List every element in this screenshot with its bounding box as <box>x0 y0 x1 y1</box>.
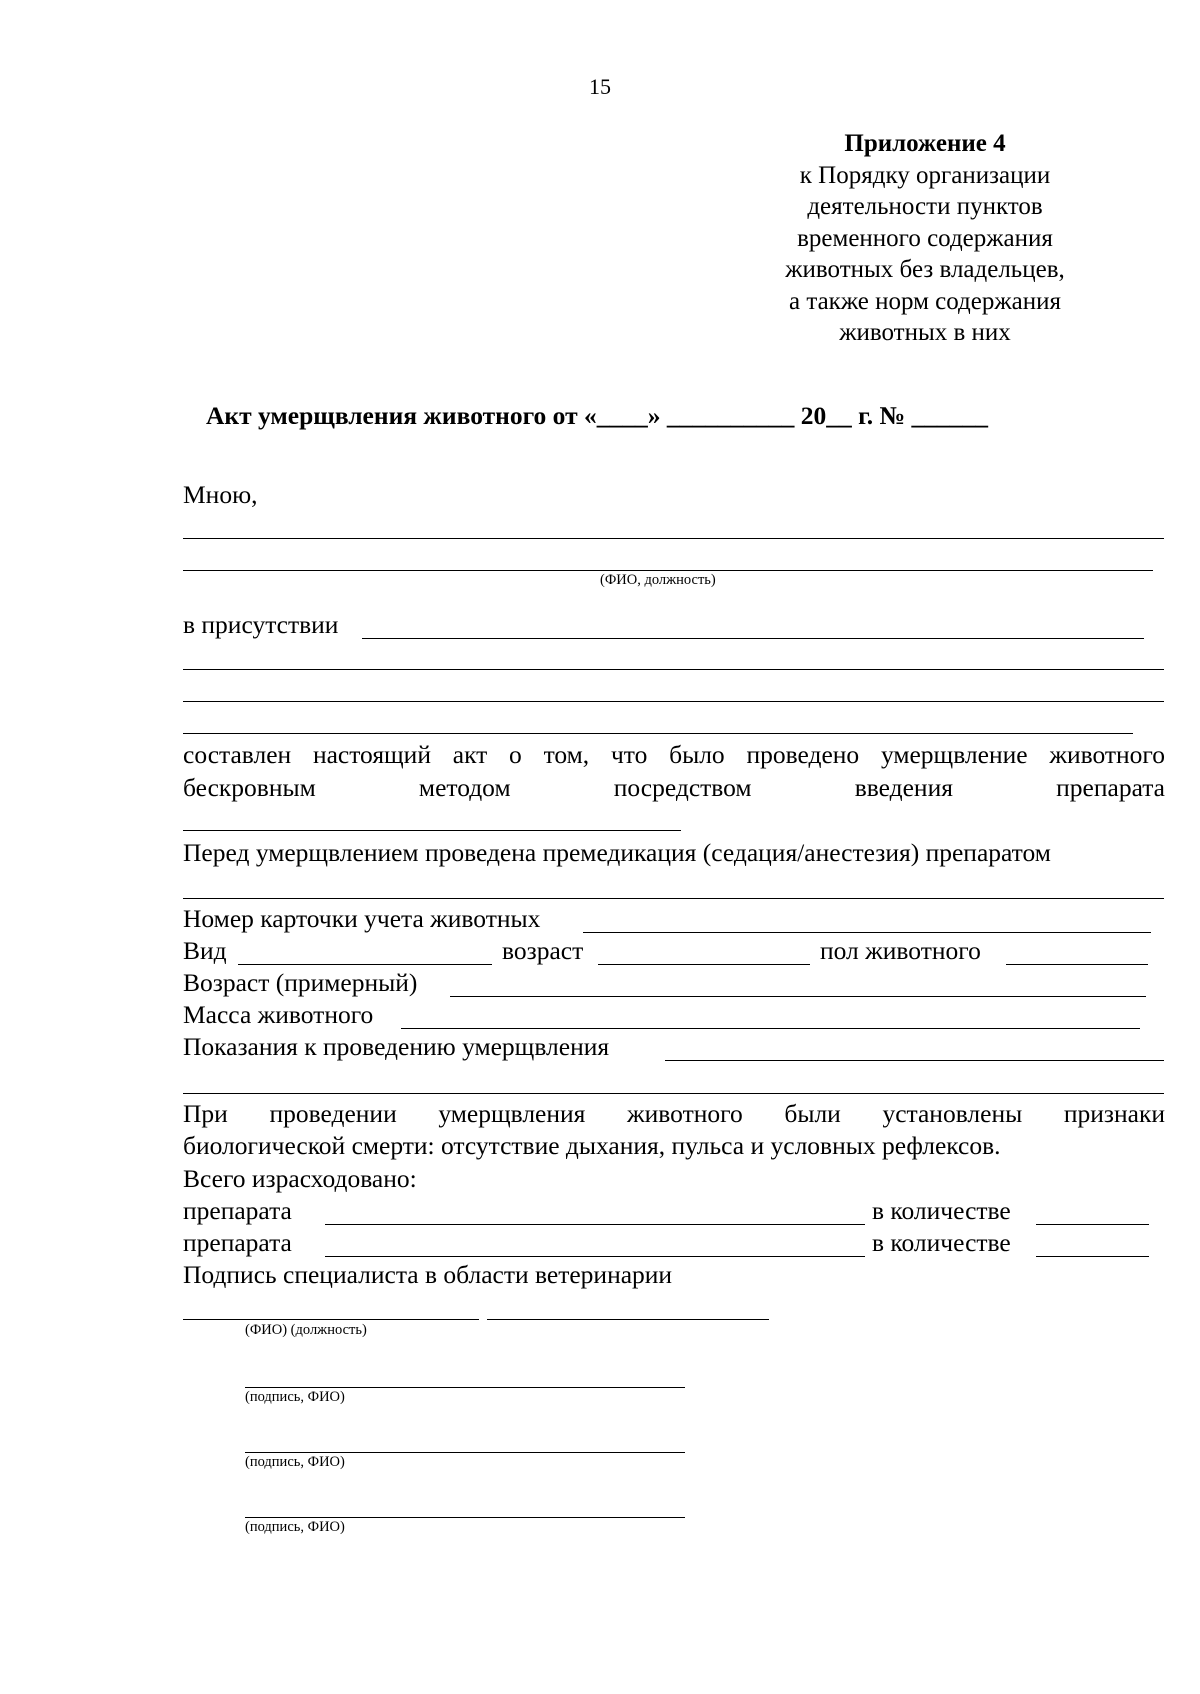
page-number: 15 <box>589 74 611 99</box>
fill-line <box>598 964 810 965</box>
signs-text-1: При проведении умерщвления животного были установлены признаки <box>183 1099 1165 1128</box>
signs-text-2: биологической смерти: отсутствие дыхания, пульса и условных рефлексов. <box>183 1131 1001 1160</box>
fill-line <box>450 996 1146 997</box>
fio-position-caption: (ФИО, должность) <box>600 572 716 588</box>
fill-line <box>325 1256 865 1257</box>
quantity-label-1: в количестве <box>872 1196 1011 1225</box>
fill-line <box>183 570 1153 571</box>
fill-line <box>183 701 1164 702</box>
signature-line <box>487 1319 769 1320</box>
by-me-label: Мною, <box>183 480 258 509</box>
fill-line <box>1036 1256 1149 1257</box>
approx-age-label: Возраст (примерный) <box>183 968 418 997</box>
appendix-line: к Порядку организации <box>799 161 1051 189</box>
fill-line <box>1036 1224 1149 1225</box>
document-title: Акт умерщвления животного от «____» __________ 20__ г. № ______ <box>206 401 989 430</box>
in-presence-label: в присутствии <box>183 610 339 639</box>
signature-line <box>183 1319 479 1320</box>
appendix-line: деятельности пунктов <box>807 193 1043 220</box>
compiled-text-2: бескровным методом посредством введения препарата <box>183 773 1165 802</box>
fill-line <box>1006 964 1148 965</box>
signature-caption: (подпись, ФИО) <box>245 1389 345 1405</box>
appendix-block <box>760 128 1090 349</box>
card-number-label: Номер карточки учета животных <box>183 904 541 933</box>
fill-line <box>325 1224 865 1225</box>
signature-line <box>245 1517 685 1518</box>
appendix-title: Приложение 4 <box>844 130 1006 157</box>
weight-label: Масса животного <box>183 1000 374 1029</box>
signature-caption: (подпись, ФИО) <box>245 1454 345 1470</box>
fill-line <box>401 1028 1140 1029</box>
fill-line <box>362 638 1144 639</box>
fio-position-caption-2: (ФИО) (должность) <box>245 1322 367 1338</box>
fill-line <box>183 733 1133 734</box>
signature-caption: (подпись, ФИО) <box>245 1519 345 1535</box>
drug-label-2: препарата <box>183 1228 292 1257</box>
sex-label: пол животного <box>820 936 981 965</box>
signature-line <box>245 1452 685 1453</box>
appendix-line: животных в них <box>839 319 1011 346</box>
species-label: Вид <box>183 936 227 965</box>
fill-line <box>665 1060 1164 1061</box>
compiled-text-1: составлен настоящий акт о том, что было проведено умерщвление животного <box>183 740 1165 769</box>
signature-line <box>245 1387 685 1388</box>
fill-line <box>183 830 681 831</box>
age-label: возраст <box>502 936 584 965</box>
quantity-label-2: в количестве <box>872 1228 1011 1257</box>
fill-line <box>183 898 1164 899</box>
vet-signature-label: Подпись специалиста в области ветеринарии <box>183 1260 673 1289</box>
appendix-line: временного содержания <box>797 224 1053 252</box>
indications-label: Показания к проведению умерщвления <box>183 1032 610 1061</box>
appendix-line: а также норм содержания <box>789 287 1061 315</box>
fill-line <box>238 964 492 965</box>
fill-line <box>183 669 1164 670</box>
fill-line <box>183 538 1164 539</box>
fill-line <box>183 1093 1164 1094</box>
appendix-line: животных без владельцев, <box>785 256 1065 283</box>
drug-label-1: препарата <box>183 1196 292 1225</box>
premedication-label: Перед умерщвлением проведена премедикация (седация/анестезия) препаратом <box>183 838 1051 867</box>
fill-line <box>583 932 1151 933</box>
total-spent-label: Всего израсходовано: <box>183 1164 417 1193</box>
